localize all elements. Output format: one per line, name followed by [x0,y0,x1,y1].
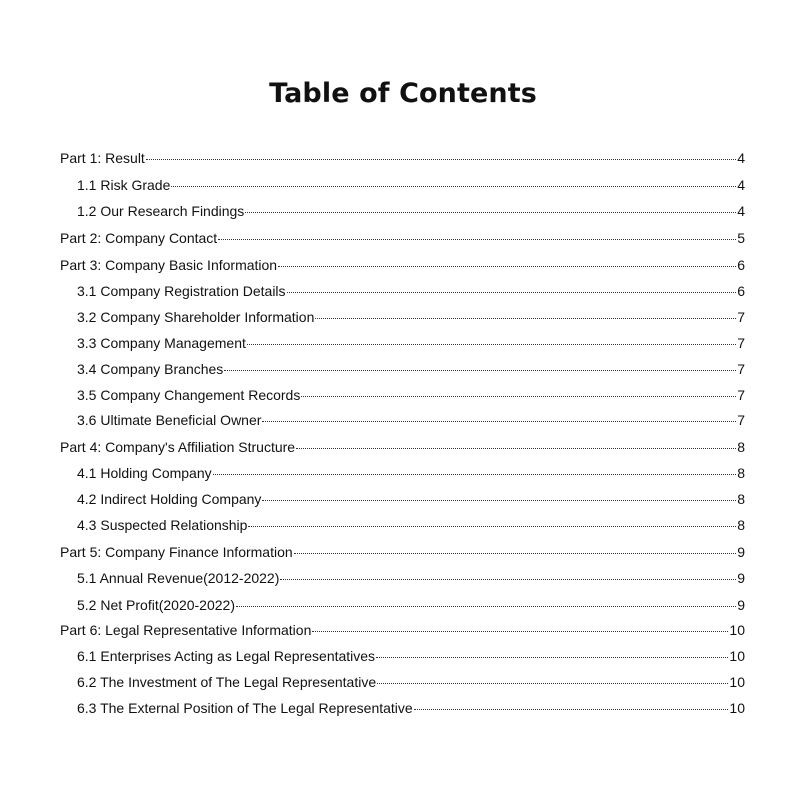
dot-leader [376,656,728,658]
toc-entry-page-number: 9 [737,597,745,613]
toc-entry-label: Part 4: Company's Affiliation Structure [60,439,296,455]
dot-leader [377,682,728,684]
toc-entry-3-4[interactable] [77,358,745,380]
toc-entry-page-number: 4 [737,150,745,166]
toc-entry-page-number: 8 [737,465,745,481]
dot-leader [213,473,737,475]
dot-leader [414,708,729,710]
toc-entry-6-2[interactable] [77,671,745,693]
dot-leader [146,158,736,160]
toc-entry-page-number: 8 [737,517,745,533]
toc-entry-page-number: 7 [737,387,745,403]
toc-entry-label: 5.2 Net Profit(2020-2022) [77,597,235,613]
toc-entry-1-2[interactable] [77,200,745,222]
toc-entry-page-number: 7 [737,412,745,428]
toc-entry-page-number: 10 [729,622,745,638]
toc-entry-part-2[interactable] [60,227,745,249]
dot-leader [287,291,737,293]
toc-entry-page-number: 7 [737,309,745,325]
toc-entry-label: 6.2 The Investment of The Legal Representative [77,674,377,690]
dot-leader [171,185,736,187]
toc-entry-3-1[interactable] [77,280,745,302]
dot-leader [294,552,737,554]
dot-leader [315,317,736,319]
toc-entry-label: Part 3: Company Basic Information [60,257,278,273]
dot-leader [262,499,736,501]
toc-entry-3-5[interactable] [77,384,745,406]
toc-entry-page-number: 4 [737,203,745,219]
dot-leader [245,211,736,213]
toc-entry-page-number: 10 [729,648,745,664]
toc-entry-label: 6.3 The External Position of The Legal Representative [77,700,413,716]
dot-leader [278,265,736,267]
toc-entry-3-3[interactable] [77,332,745,354]
toc-entry-label: 1.1 Risk Grade [77,177,171,193]
toc-entry-6-3[interactable] [77,697,745,719]
toc-entry-page-number: 9 [737,570,745,586]
toc-entry-label: 3.1 Company Registration Details [77,283,286,299]
dot-leader [247,343,736,345]
page-title: Table of Contents [269,78,537,109]
toc-entry-part-6[interactable] [60,619,745,641]
toc-entry-label: 3.4 Company Branches [77,361,224,377]
toc-entry-6-1[interactable] [77,645,745,667]
toc-entry-label: 3.2 Company Shareholder Information [77,309,315,325]
toc-entry-page-number: 7 [737,361,745,377]
toc-entry-3-2[interactable] [77,306,745,328]
toc-entry-label: 4.2 Indirect Holding Company [77,491,262,507]
toc-entry-label: 3.5 Company Changement Records [77,387,301,403]
toc-entry-page-number: 10 [729,700,745,716]
toc-entry-5-1[interactable] [77,567,745,589]
dot-leader [218,238,736,240]
toc-entry-label: 3.3 Company Management [77,335,246,351]
toc-entry-4-1[interactable] [77,462,745,484]
toc-entry-label: 1.2 Our Research Findings [77,203,245,219]
toc-entry-page-number: 6 [737,283,745,299]
toc-entry-1-1[interactable] [77,174,745,196]
toc-entry-5-2[interactable] [77,594,745,616]
toc-entry-label: Part 2: Company Contact [60,230,218,246]
toc-entry-label: Part 6: Legal Representative Information [60,622,312,638]
dot-leader [296,447,736,449]
toc-entry-part-4[interactable] [60,436,745,458]
toc-entry-4-3[interactable] [77,514,745,536]
toc-entry-page-number: 6 [737,257,745,273]
dot-leader [301,395,736,397]
toc-entry-part-1[interactable] [60,147,745,169]
dot-leader [262,420,736,422]
dot-leader [280,578,736,580]
toc-entry-label: 5.1 Annual Revenue(2012-2022) [77,570,280,586]
toc-entry-page-number: 8 [737,439,745,455]
toc-entry-label: 3.6 Ultimate Beneficial Owner [77,412,262,428]
dot-leader [312,630,728,632]
toc-entry-3-6[interactable] [77,409,745,431]
toc-entry-label: 4.3 Suspected Relationship [77,517,248,533]
toc-entry-page-number: 7 [737,335,745,351]
toc-entry-page-number: 10 [729,674,745,690]
toc-entry-page-number: 9 [737,544,745,560]
dot-leader [224,369,736,371]
toc-entry-label: Part 5: Company Finance Information [60,544,293,560]
toc-entry-page-number: 4 [737,177,745,193]
dot-leader [248,525,736,527]
dot-leader [236,605,736,607]
toc-entry-label: 6.1 Enterprises Acting as Legal Representatives [77,648,376,664]
toc-entry-label: 4.1 Holding Company [77,465,212,481]
toc-entry-part-3[interactable] [60,254,745,276]
toc-entry-page-number: 5 [737,230,745,246]
toc-entry-page-number: 8 [737,491,745,507]
toc-entry-4-2[interactable] [77,488,745,510]
toc-entry-label: Part 1: Result [60,150,145,166]
toc-entry-part-5[interactable] [60,541,745,563]
